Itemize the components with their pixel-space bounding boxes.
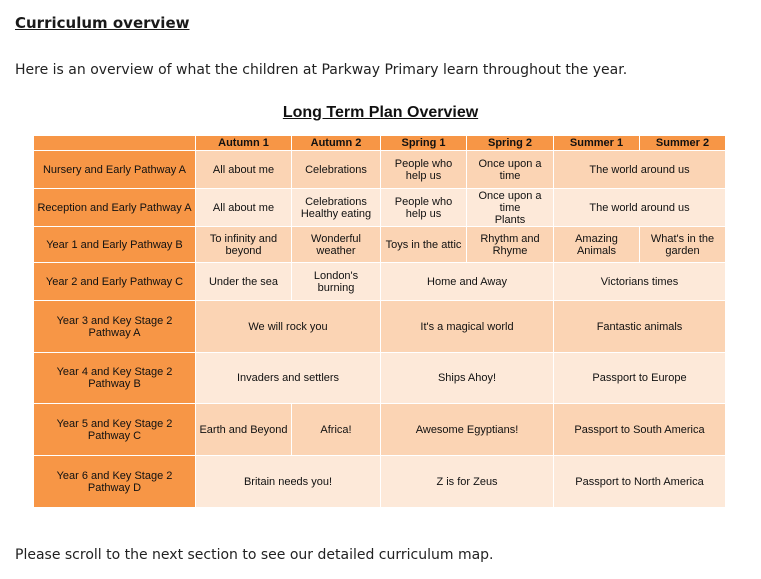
table-cell: We will rock you	[196, 301, 381, 353]
table-cell: Once upon a time Plants	[467, 189, 554, 227]
row-label: Year 2 and Early Pathway C	[34, 263, 196, 301]
page-heading: Curriculum overview	[15, 14, 190, 32]
table-row	[34, 456, 726, 508]
header-corner-cell	[34, 136, 196, 151]
table-cell: People who help us	[381, 189, 467, 227]
table-title: Long Term Plan Overview	[282, 104, 479, 121]
table-cell: Passport to South America	[554, 404, 726, 456]
table-cell: Home and Away	[381, 263, 554, 301]
row-label: Year 4 and Key Stage 2 Pathway B	[34, 353, 196, 404]
table-row	[34, 151, 726, 189]
header-spring-2: Spring 2	[467, 136, 554, 151]
table-cell: Invaders and settlers	[196, 353, 381, 404]
table-cell: Ships Ahoy!	[381, 353, 554, 404]
table-cell: London's burning	[292, 263, 381, 301]
table-cell: Passport to Europe	[554, 353, 726, 404]
table-row	[34, 189, 726, 227]
table-cell: Celebrations	[292, 151, 381, 189]
row-label: Year 6 and Key Stage 2 Pathway D	[34, 456, 196, 508]
table-cell: It's a magical world	[381, 301, 554, 353]
table-cell: Africa!	[292, 404, 381, 456]
table-cell: Awesome Egyptians!	[381, 404, 554, 456]
table-cell: Earth and Beyond	[196, 404, 292, 456]
row-label: Nursery and Early Pathway A	[34, 151, 196, 189]
table-cell: All about me	[196, 189, 292, 227]
footer-text: Please scroll to the next section to see our detailed curriculum map.	[15, 547, 494, 563]
table-cell: All about me	[196, 151, 292, 189]
table-cell: Amazing Animals	[554, 227, 640, 263]
table-cell: What's in the garden	[640, 227, 726, 263]
table-cell: The world around us	[554, 151, 726, 189]
table-cell: Passport to North America	[554, 456, 726, 508]
table-cell: Rhythm and Rhyme	[467, 227, 554, 263]
table-cell: Once upon a time	[467, 151, 554, 189]
table-cell: Z is for Zeus	[381, 456, 554, 508]
header-summer-1: Summer 1	[554, 136, 640, 151]
row-label: Reception and Early Pathway A	[34, 189, 196, 227]
table-header-row	[34, 136, 726, 151]
table-row	[34, 353, 726, 404]
table-cell: To infinity and beyond	[196, 227, 292, 263]
header-spring-1: Spring 1	[381, 136, 467, 151]
table-row	[34, 263, 726, 301]
row-label: Year 5 and Key Stage 2 Pathway C	[34, 404, 196, 456]
table-cell: Celebrations Healthy eating	[292, 189, 381, 227]
intro-text: Here is an overview of what the children at Parkway Primary learn throughout the year.	[15, 62, 628, 78]
long-term-plan-table	[33, 135, 726, 508]
header-autumn-1: Autumn 1	[196, 136, 292, 151]
row-label: Year 1 and Early Pathway B	[34, 227, 196, 263]
table-cell: People who help us	[381, 151, 467, 189]
table-cell: Under the sea	[196, 263, 292, 301]
table-row	[34, 301, 726, 353]
table-cell: The world around us	[554, 189, 726, 227]
table-row	[34, 404, 726, 456]
table-cell: Toys in the attic	[381, 227, 467, 263]
header-autumn-2: Autumn 2	[292, 136, 381, 151]
table-row	[34, 227, 726, 263]
table-cell: Fantastic animals	[554, 301, 726, 353]
header-summer-2: Summer 2	[640, 136, 726, 151]
row-label: Year 3 and Key Stage 2 Pathway A	[34, 301, 196, 353]
table-cell: Britain needs you!	[196, 456, 381, 508]
table-cell: Victorians times	[554, 263, 726, 301]
table-cell: Wonderful weather	[292, 227, 381, 263]
